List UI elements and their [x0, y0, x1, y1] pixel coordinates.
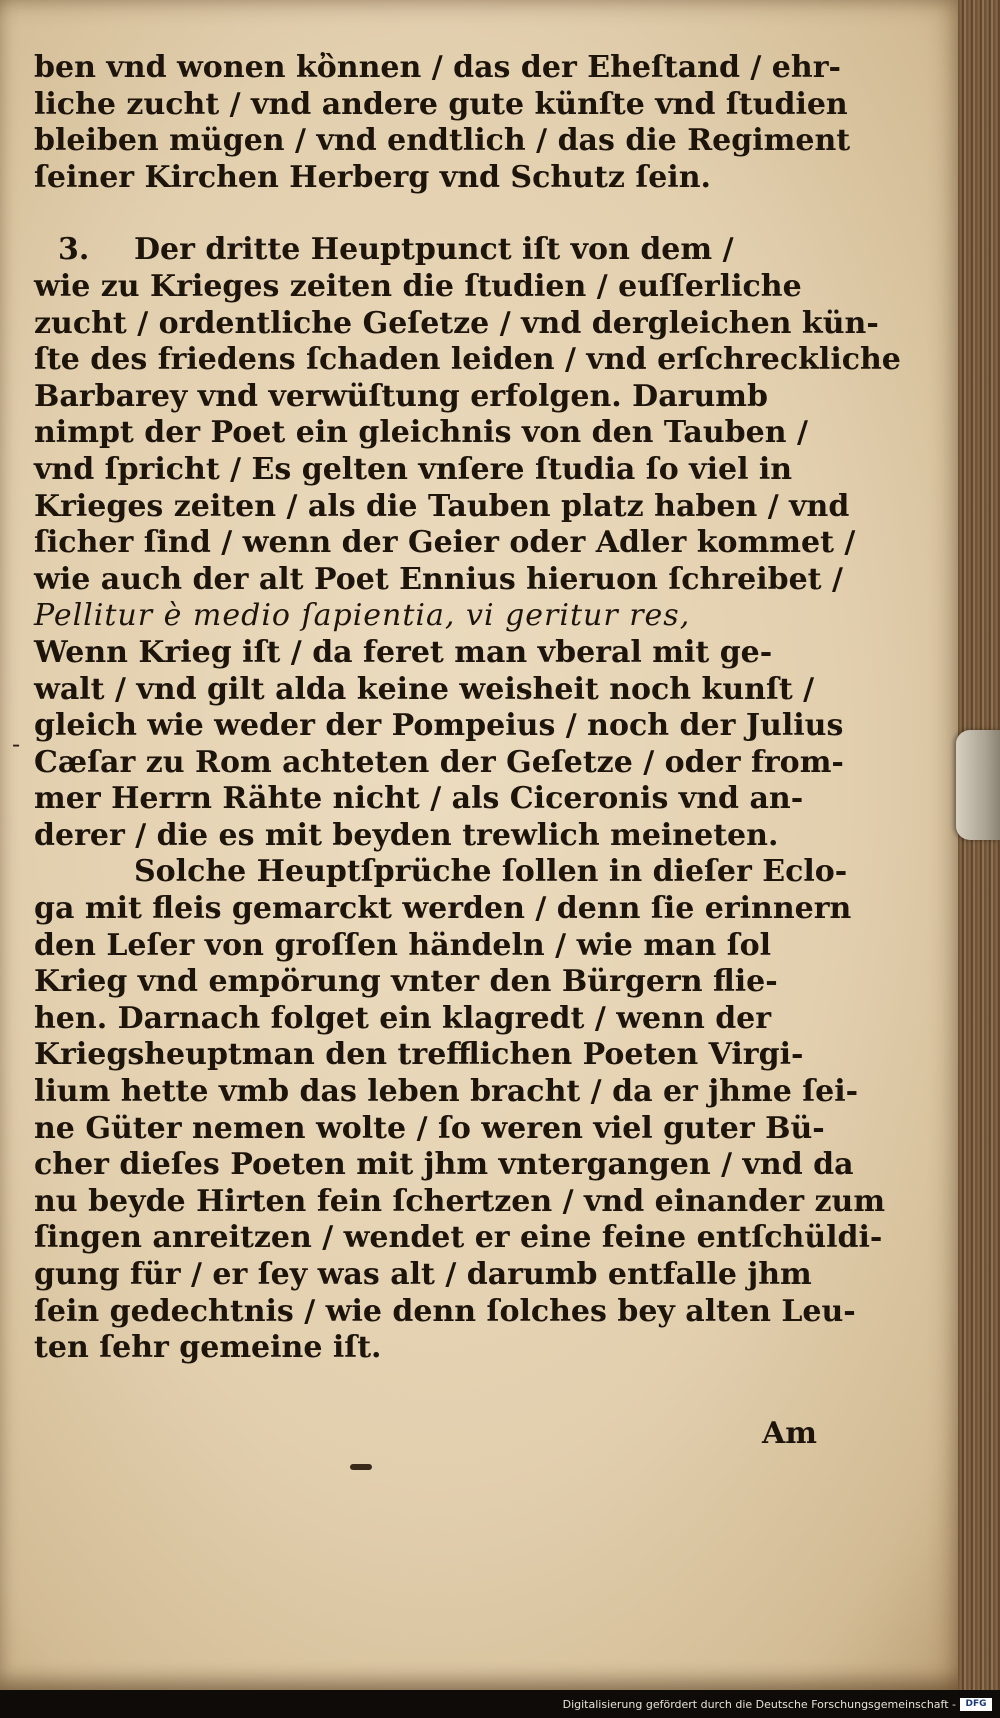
text-line: Krieges zeiten / als die Tauben platz haben / vnd — [34, 488, 850, 524]
text-line: ga mit fleis gemarckt werden / denn ſie erinnern — [34, 891, 852, 927]
paragraph-gap — [34, 196, 834, 232]
text-line-last: ten ſehr gemeine iſt. — [34, 1330, 382, 1366]
text-line: hen. Darnach folget ein klagredt / wenn der — [34, 1000, 772, 1036]
text-line: Kriegsheuptman den trefflichen Poeten Virgi- — [34, 1037, 804, 1073]
text-line: zucht / ordentliche Geſetze / vnd dergleichen kün- — [34, 305, 879, 341]
paragraph-4-first-line: Solche Heuptſprüche ſollen in dieſer Eclo- — [134, 854, 848, 890]
text-line: bleiben mügen / vnd endtlich / das die Regiment — [34, 123, 851, 159]
text-line: ſingen anreitzen / wendet er eine feine entſchüldi- — [34, 1220, 883, 1256]
text-line: ne Güter nemen wolte / ſo weren viel guter Bü- — [34, 1110, 825, 1146]
text-line: ſicher ſind / wenn der Geier oder Adler kommet / — [34, 525, 856, 561]
text-line: gleich wie weder der Pompeius / noch der Julius — [34, 708, 844, 744]
text-line: cher dieſes Poeten mit jhm vntergangen / vnd da — [34, 1147, 854, 1183]
text-line: ſeiner Kirchen Herberg vnd Schutz ſein. — [34, 159, 711, 195]
text-line: gung für / er ſey was alt / darumb entfalle jhm — [34, 1257, 812, 1292]
text-line: derer / die es mit beyden trewlich meineten. — [34, 817, 779, 853]
text-line: mer Herrn Rähte nicht / als Ciceronis vnd an- — [34, 781, 804, 817]
text-line: Barbarey vnd verwüſtung erfolgen. Darumb — [34, 378, 768, 414]
footer-credit: Digitalisierung gefördert durch die Deutsche Forschungsgemeinschaft - — [562, 1698, 956, 1711]
text-line: walt / vnd gilt alda keine weisheit noch kunſt / — [34, 671, 815, 707]
text-line: ſte des friedens ſchaden leiden / vnd erſchreckliche — [34, 342, 901, 378]
page-edges — [958, 0, 1000, 1690]
text-line: wie zu Krieges zeiten die ſtudien / euſſerliche — [34, 268, 802, 304]
text-line: liche zucht / vnd andere gute künſte vnd ſtudien — [34, 86, 848, 122]
paragraph-number: 3. — [58, 232, 90, 268]
text-line: vnd ſpricht / Es gelten vnſere ſtudia ſo viel in — [34, 451, 793, 487]
text-line: Wenn Krieg iſt / da feret man vberal mit ge- — [34, 634, 773, 670]
text-line: lium hette vmb das leben bracht / da er jhme ſei- — [34, 1074, 859, 1110]
text-line: wie auch der alt Poet Ennius hieruon ſchreibet / — [34, 561, 843, 597]
margin-mark: - — [12, 730, 21, 758]
paragraph-3-first-text: Der dritte Heuptpunct iſt von dem / — [134, 232, 734, 268]
text-line: Cæſar zu Rom achteten der Geſetze / oder from- — [34, 744, 844, 780]
dfg-logo: DFG — [960, 1698, 992, 1711]
text-line: den Leſer von groſſen händeln / wie man ſol — [34, 927, 772, 963]
text-line: ſein gedechtnis / wie denn ſolches bey alten Leu- — [34, 1293, 856, 1329]
page-text — [34, 50, 901, 1367]
text-line: Krieg vnd empörung vnter den Bürgern flie- — [34, 964, 778, 1000]
latin-quote: Pellitur è medio ſapientia, vi geritur res, — [34, 598, 691, 634]
ornament-mark — [350, 1464, 372, 1470]
page-tab-clip — [956, 730, 1000, 840]
text-line: nimpt der Poet ein gleichnis von den Tauben / — [34, 415, 808, 451]
catchword: Am — [762, 1416, 818, 1451]
text-line: nu beyde Hirten fein ſchertzen / vnd einander zum — [34, 1183, 886, 1219]
text-line: ben vnd wonen kὂnnen / das der Eheſtand / ehr- — [34, 50, 841, 85]
paragraph-3-first-line — [34, 232, 834, 269]
